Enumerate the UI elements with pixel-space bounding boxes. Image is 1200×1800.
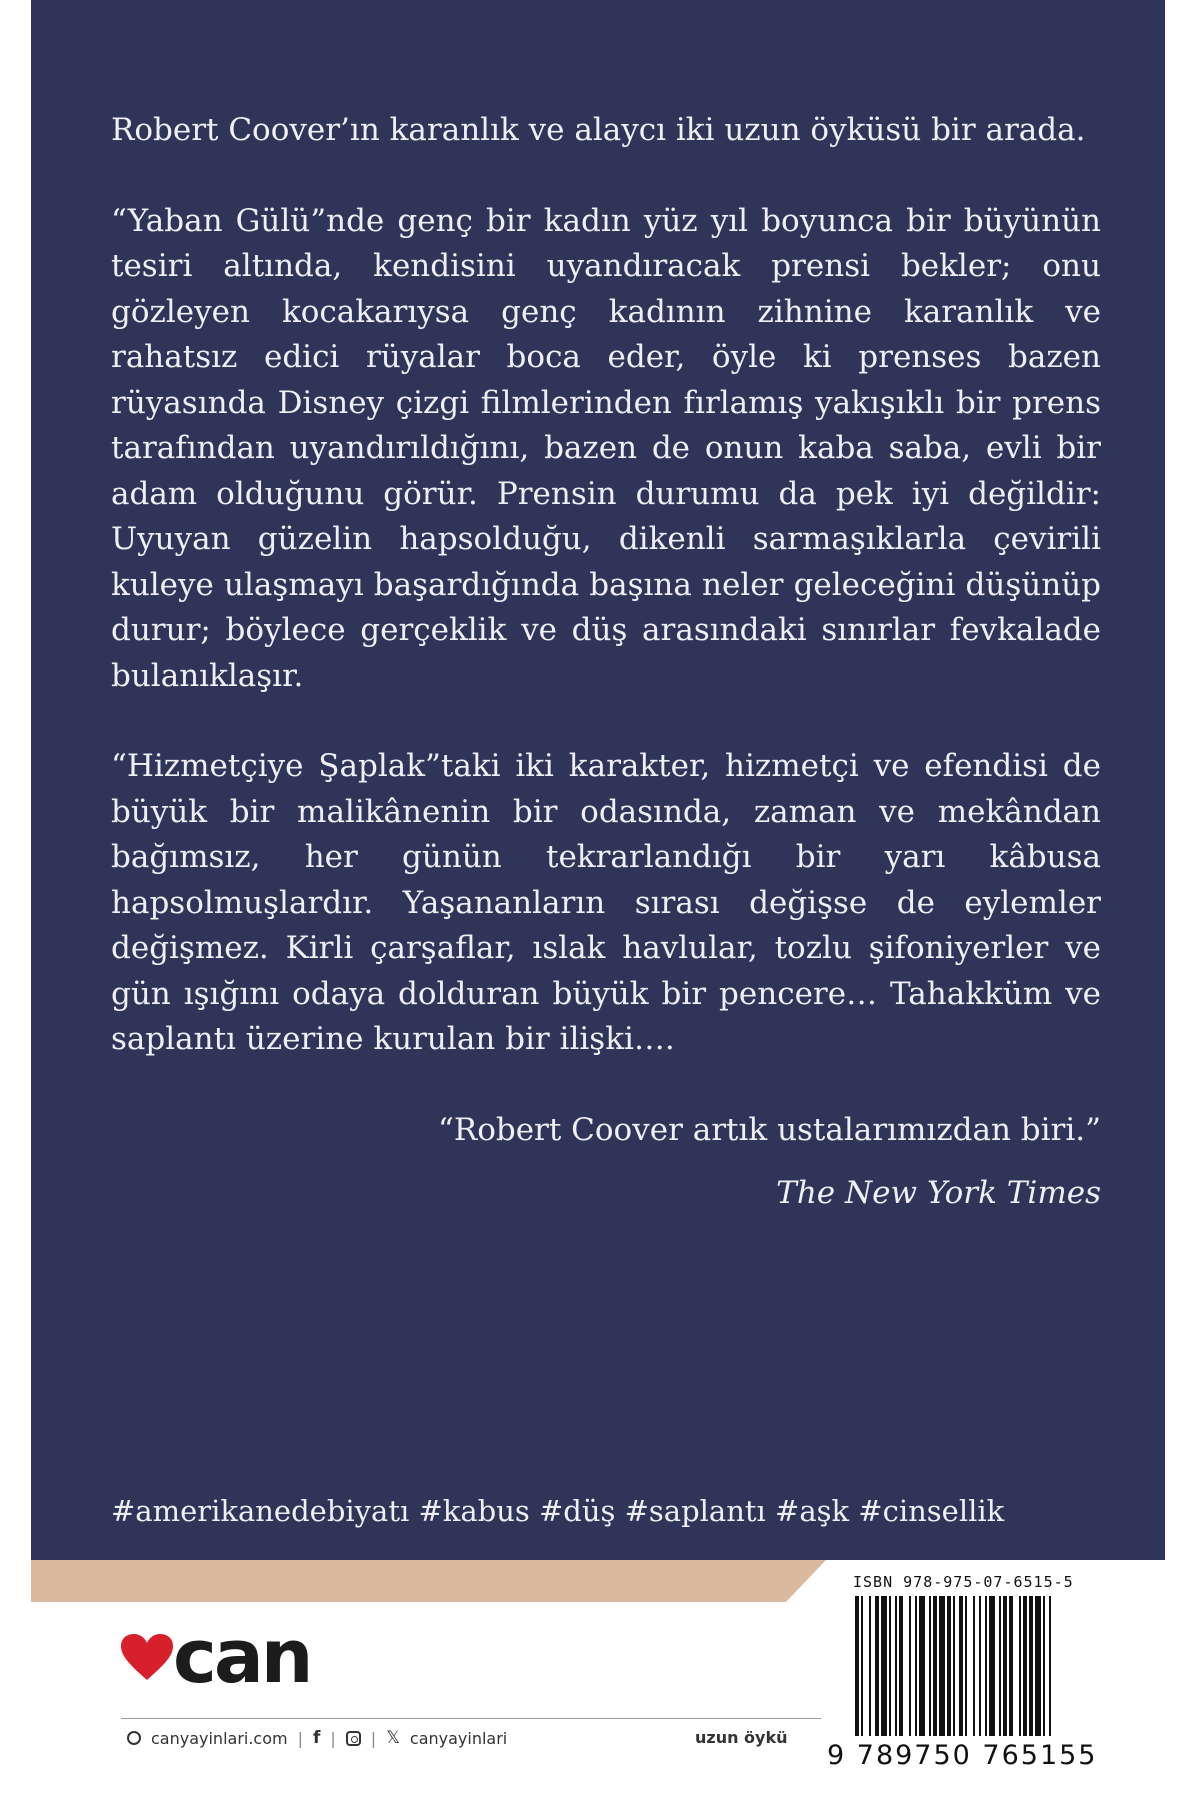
barcode-bar [999,1596,1001,1736]
description-panel [31,0,1165,1560]
barcode-bar [1003,1596,1007,1736]
separator: | [297,1728,303,1748]
barcode-bar [869,1596,871,1736]
review-quote: “Robert Coover artık ustalarımızdan biri.” [438,1111,1101,1148]
separator: | [330,1728,336,1748]
facebook-icon[interactable]: f [313,1728,321,1748]
x-icon[interactable]: 𝕏 [386,1728,400,1748]
publisher-links [127,1728,507,1748]
website-link[interactable]: canyayinlari.com [151,1728,288,1748]
separator: | [370,1728,377,1748]
lead-sentence: Robert Coover’ın karanlık ve alaycı iki uzun öyküsü bir arada. [111,112,1086,148]
publisher-logo [121,1614,361,1700]
heart-icon [121,1634,173,1682]
barcode-bar [953,1596,955,1736]
barcode-bar [1035,1596,1041,1736]
barcode-bar [899,1596,903,1736]
hashtags: #amerikanedebiyatı #kabus #düş #saplantı #aşk #cinsellik [111,1494,1005,1528]
barcode-bar [1009,1596,1013,1736]
barcode-bar [1029,1596,1033,1736]
barcode-bar [909,1596,911,1736]
barcode-bar [919,1596,925,1736]
footer-divider [121,1718,821,1719]
globe-icon [127,1731,141,1745]
barcode-bar [973,1596,975,1736]
barcode-bar [855,1596,859,1736]
blurb [111,108,1101,1217]
blurb-paragraph-1: “Yaban Gülü”nde genç bir kadın yüz yıl boyunca bir büyünün tesiri altında, kendisini uyandıracak prensi bekler; onu gözleyen kocakarıysa genç kadının zihnine karanlık ve rahatsız edici rüyalar boca eder, öyle ki prenses bazen rüyasında Disney çizgi filmlerinden fırlamış yakışıklı bir prens tarafından uyandırıldığını, bazen de onun kaba saba, evli bir adam olduğunu görür. Prensin durumu da pek iyi değildir: Uyuyan güzelin hapsolduğu, dikenli sarmaşıklarla çevirili kuleye ulaşmayı başardığında başına neler geleceğini düşünüp durur; böylece gerçeklik ve düş arasındaki sınırlar fevkalade bulanıklaşır. [111,202,1101,694]
barcode-bar [965,1596,967,1736]
barcode-bar [875,1596,879,1736]
logo-wordmark: can [173,1614,311,1700]
genre-label: uzun öykü [695,1728,788,1747]
barcode-bar [895,1596,897,1736]
barcode-bar [861,1596,863,1736]
barcode-bar [1049,1596,1051,1736]
barcode-bar [915,1596,917,1736]
barcode-bar [933,1596,937,1736]
blurb-paragraph-2: “Hizmetçiye Şaplak”taki iki karakter, hizmetçi ve efendisi de büyük bir malikânenin bir odasında, zaman ve mekândan bağımsız, her günün tekrarlandığı bir yarı kâbusa hapsolmuşlardır. Yaşananların sırası değişse de eylemler değişmez. Kirli çarşaflar, ıslak havlular, tozlu şifoniyerler ve gün ışığını odaya dolduran büyük bir pencere… Tahakküm ve saplantı üzerine kurulan bir ilişki…. [111,748,1101,1057]
x-handle[interactable]: canyayinlari [409,1728,508,1748]
barcode-bar [959,1596,963,1736]
barcode-bar [989,1596,995,1736]
barcode-bar [939,1596,945,1736]
barcode-digits: 9 789750 765155 [827,1740,1098,1771]
barcode-bar [1019,1596,1021,1736]
barcode-bar [881,1596,887,1736]
barcode-bar [1043,1596,1045,1736]
barcode-bar [947,1596,951,1736]
review-source: The New York Times [776,1175,1101,1211]
barcode-bar [889,1596,891,1736]
barcode [851,1596,1121,1746]
barcode-bar [1023,1596,1027,1736]
isbn-label: ISBN 978-975-07-6515-5 [853,1573,1074,1591]
instagram-icon[interactable] [346,1731,361,1746]
book-back-cover [31,0,1165,1800]
barcode-bar [929,1596,931,1736]
barcode-bar [985,1596,987,1736]
barcode-bar [979,1596,981,1736]
